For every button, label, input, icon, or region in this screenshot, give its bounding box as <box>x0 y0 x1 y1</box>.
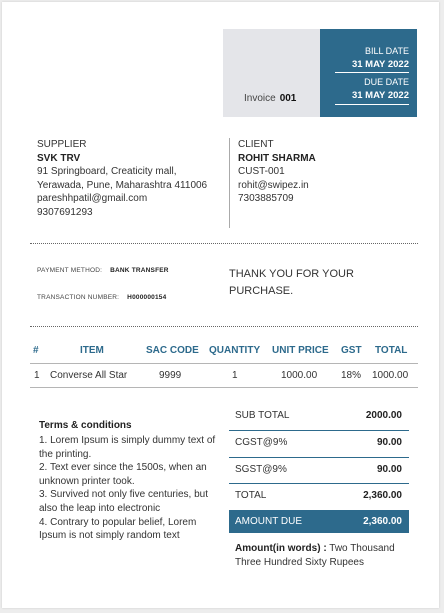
total-value: 2,360.00 <box>363 490 402 501</box>
bill-date-value: 31 MAY 2022 <box>351 59 409 70</box>
amount-due-label: AMOUNT DUE <box>235 516 303 527</box>
payment-method <box>37 267 169 274</box>
cgst-value: 90.00 <box>376 437 402 448</box>
col-header-quantity: QUANTITY <box>209 345 261 356</box>
thank-you-message <box>229 266 354 300</box>
invoice-number-value: 001 <box>279 93 297 104</box>
supplier-address-line2: Yerawada, Pune, Maharashtra 411006 <box>37 179 208 191</box>
row-sac-code: 9999 <box>159 370 182 381</box>
col-header-item: ITEM <box>80 345 104 356</box>
col-header-sac-code: SAC CODE <box>146 345 199 356</box>
payment-method-label: PAYMENT METHOD: <box>37 267 103 274</box>
transaction-number-label: TRANSACTION NUMBER: <box>37 294 120 301</box>
terms-line-2: 2. Text ever since the 1500s, when an unknown printer took. <box>39 462 207 487</box>
supplier-name: SVK TRV <box>37 152 81 164</box>
bill-date-label: BILL DATE <box>364 46 409 56</box>
col-header-index: # <box>33 345 39 356</box>
col-header-gst: GST <box>341 345 362 356</box>
subtotal-label: SUB TOTAL <box>235 410 290 421</box>
row-index: 1 <box>34 370 40 381</box>
party-divider <box>229 138 230 228</box>
col-header-total: TOTAL <box>375 345 408 356</box>
sgst-value: 90.00 <box>376 464 402 475</box>
date-panel <box>320 29 417 117</box>
supplier-block <box>37 138 207 219</box>
transaction-number <box>37 294 166 301</box>
terms-line-1: 1. Lorem Ipsum is simply dummy text of the printing. <box>39 435 216 460</box>
row-total: 1000.00 <box>372 370 409 381</box>
client-id: CUST-001 <box>238 166 285 177</box>
amount-in-words-value: Two Thousand Three Hundred Sixty Rupees <box>235 543 395 568</box>
subtotal-value: 2000.00 <box>365 410 402 421</box>
row-quantity: 1 <box>232 370 238 381</box>
row-gst: 18% <box>341 370 362 381</box>
client-name: ROHIT SHARMA <box>238 152 316 164</box>
amount-in-words-label: Amount(in words) : <box>235 543 327 554</box>
subtotal-divider <box>229 430 409 431</box>
due-date-value: 31 MAY 2022 <box>351 90 409 101</box>
table-header-divider <box>30 363 418 364</box>
terms-line-3: 3. Survived not only five centuries, but also the leap into electronic <box>39 489 208 514</box>
cgst-divider <box>229 457 409 458</box>
due-date-label: DUE DATE <box>364 77 409 87</box>
due-date-underline <box>335 104 409 105</box>
supplier-heading: SUPPLIER <box>37 139 87 150</box>
invoice-page <box>2 2 439 608</box>
transaction-number-value: H000000154 <box>127 294 167 301</box>
client-heading: CLIENT <box>238 139 274 150</box>
amount-due-value: 2,360.00 <box>363 516 402 527</box>
cgst-label: CGST@9% <box>235 437 288 448</box>
dotted-divider-2 <box>30 326 418 327</box>
thank-you-line1: THANK YOU FOR YOUR <box>229 268 354 280</box>
payment-method-value: BANK TRANSFER <box>110 267 169 274</box>
supplier-address-line1: 91 Springboard, Creaticity mall, <box>37 166 177 177</box>
amount-due-bar <box>229 510 409 533</box>
client-phone: 7303885709 <box>238 193 294 204</box>
total-label: TOTAL <box>235 490 267 501</box>
thank-you-line2: PURCHASE. <box>229 285 294 297</box>
dotted-divider-1 <box>30 243 418 244</box>
sgst-divider <box>229 483 409 484</box>
row-unit-price: 1000.00 <box>281 370 318 381</box>
invoice-label: Invoice <box>244 93 276 104</box>
invoice-number <box>244 93 296 104</box>
row-item: Converse All Star <box>50 370 128 381</box>
col-header-unit-price: UNIT PRICE <box>272 345 329 356</box>
table-row-divider <box>30 387 418 388</box>
terms-body <box>39 434 224 543</box>
amount-in-words <box>235 542 420 569</box>
client-email: rohit@swipez.in <box>238 179 309 191</box>
supplier-phone: 9307691293 <box>37 206 93 218</box>
bill-date-underline <box>335 72 409 73</box>
client-block <box>238 138 316 206</box>
sgst-label: SGST@9% <box>235 464 287 475</box>
supplier-email: pareshhpatil@gmail.com <box>37 193 148 204</box>
terms-line-4: 4. Contrary to popular belief, Lorem Ipsum is not simply random text <box>39 516 197 542</box>
terms-heading: Terms & conditions <box>39 420 132 431</box>
